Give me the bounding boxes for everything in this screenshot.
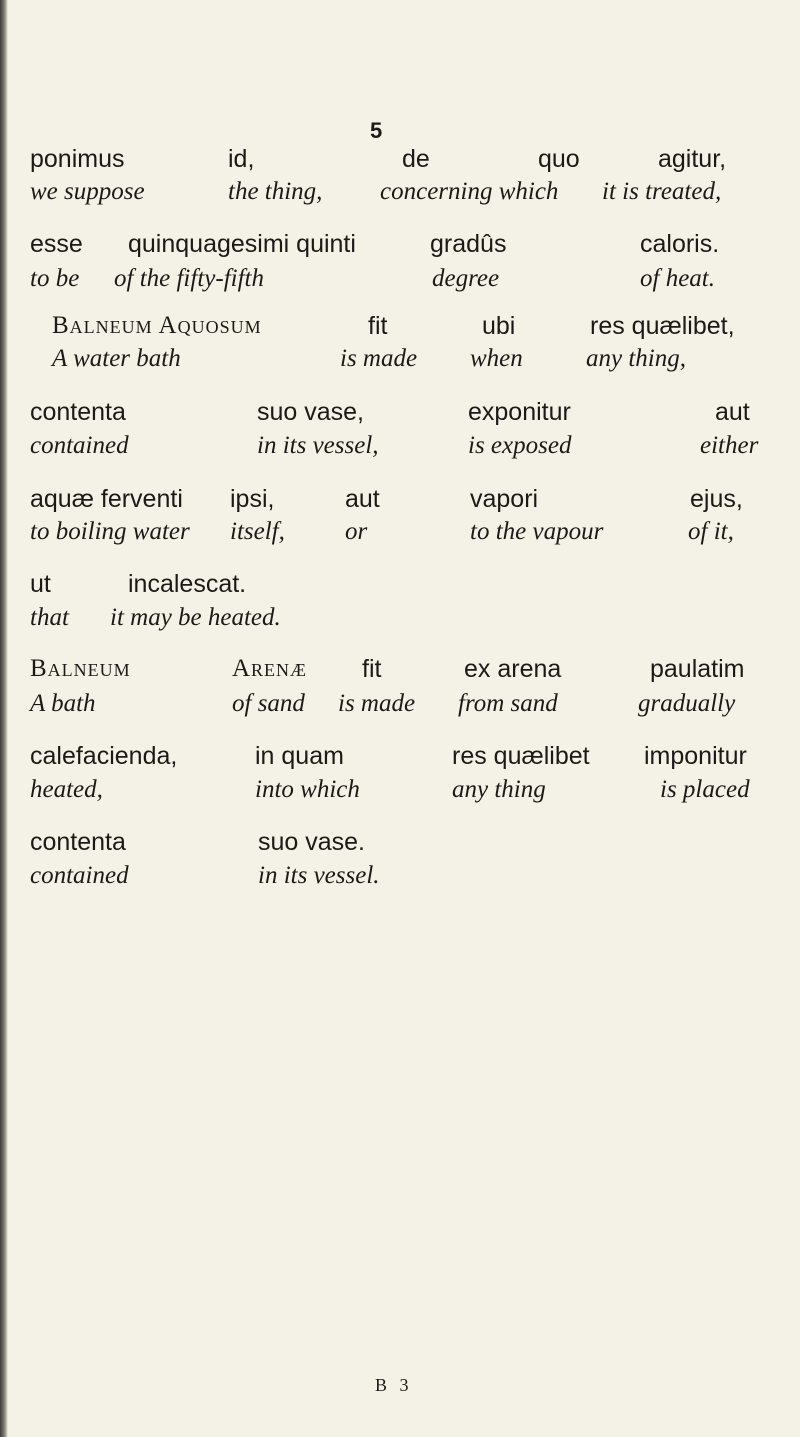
english-gloss: concerning which: [380, 178, 559, 205]
english-gloss: contained: [30, 432, 129, 459]
signature-mark: B 3: [375, 1375, 413, 1395]
latin-word: suo vase.: [258, 828, 366, 856]
latin-word: fit: [362, 655, 382, 683]
english-gloss: to the vapour: [470, 518, 604, 545]
english-gloss: either: [700, 432, 759, 459]
english-gloss: that: [30, 604, 69, 631]
english-gloss: itself,: [230, 518, 285, 545]
english-gloss: A bath: [30, 690, 96, 717]
latin-word: contenta: [30, 398, 126, 426]
english-gloss: is exposed: [468, 432, 572, 459]
latin-word: ponimus: [30, 145, 125, 173]
english-gloss: heated,: [30, 776, 103, 803]
english-gloss: of sand: [232, 690, 305, 717]
latin-word: aut: [715, 398, 750, 426]
latin-word: contenta: [30, 828, 126, 856]
latin-word: imponitur: [644, 742, 747, 770]
english-gloss: it may be heated.: [110, 604, 281, 631]
english-gloss: when: [470, 345, 523, 372]
term-balneum-aquosum: Balneum Aquosum: [52, 312, 262, 339]
latin-word: ipsi,: [230, 485, 275, 513]
english-gloss: the thing,: [228, 178, 323, 205]
english-gloss: it is treated,: [602, 178, 722, 205]
english-gloss: into which: [255, 776, 360, 803]
english-gloss: to be: [30, 265, 80, 292]
english-gloss: is made: [338, 690, 416, 717]
latin-word: aut: [345, 485, 380, 513]
latin-word: exponitur: [468, 398, 571, 426]
latin-word: incalescat.: [128, 570, 247, 598]
latin-word: gradûs: [430, 230, 507, 258]
english-gloss: degree: [432, 265, 500, 292]
latin-word: suo vase,: [257, 398, 365, 426]
english-gloss: of it,: [688, 518, 734, 545]
english-gloss: of the fifty-fifth: [114, 265, 264, 292]
latin-word: res quælibet,: [590, 312, 735, 340]
latin-word: quinquagesimi quinti: [128, 230, 356, 258]
english-gloss: in its vessel.: [258, 862, 380, 889]
latin-word: quo: [538, 145, 580, 173]
english-gloss: any thing: [452, 776, 546, 803]
page-edge: [0, 0, 8, 1437]
latin-word: ex arena: [464, 655, 562, 683]
latin-word: ubi: [482, 312, 516, 340]
term-balneum: Balneum: [30, 655, 131, 682]
english-gloss: A water bath: [52, 345, 181, 372]
latin-word: de: [402, 145, 430, 173]
latin-word: vapori: [470, 485, 539, 513]
latin-word: fit: [368, 312, 388, 340]
english-gloss: from sand: [458, 690, 558, 717]
latin-word: aquæ ferventi: [30, 485, 183, 513]
english-gloss: is placed: [660, 776, 750, 803]
latin-word: id,: [228, 145, 255, 173]
latin-word: in quam: [255, 742, 344, 770]
english-gloss: of heat.: [640, 265, 715, 292]
latin-word: caloris.: [640, 230, 720, 258]
english-gloss: to boiling water: [30, 518, 190, 545]
latin-word: ejus,: [690, 485, 743, 513]
term-arenae: Arenæ: [232, 655, 308, 682]
latin-word: paulatim: [650, 655, 745, 683]
english-gloss: or: [345, 518, 368, 545]
english-gloss: contained: [30, 862, 129, 889]
english-gloss: gradually: [638, 690, 736, 717]
latin-word: res quælibet: [452, 742, 590, 770]
english-gloss: we suppose: [30, 178, 145, 205]
latin-word: esse: [30, 230, 83, 258]
latin-word: agitur,: [658, 145, 727, 173]
latin-word: ut: [30, 570, 51, 598]
latin-word: calefacienda,: [30, 742, 178, 770]
page-number: 5: [370, 118, 383, 143]
english-gloss: is made: [340, 345, 418, 372]
english-gloss: in its vessel,: [257, 432, 379, 459]
english-gloss: any thing,: [586, 345, 686, 372]
